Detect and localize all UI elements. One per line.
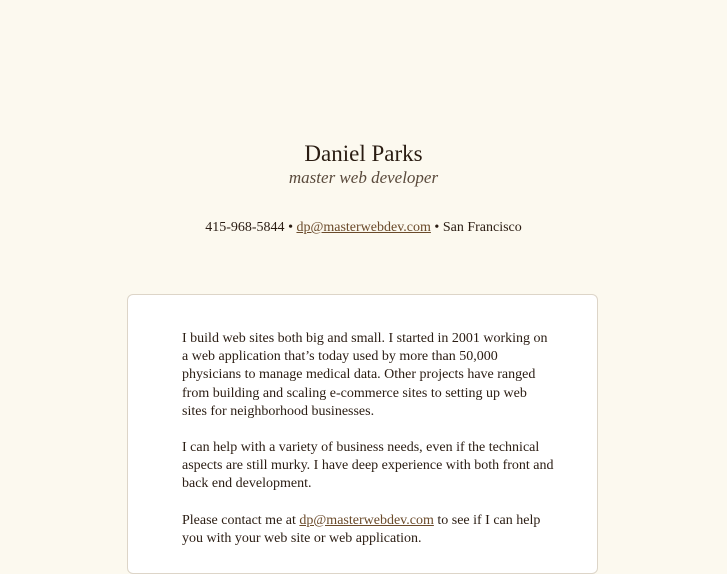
tagline: master web developer xyxy=(288,168,439,187)
cta-suffix: to see if I can help you with your web site or web application. xyxy=(182,512,541,546)
page-header xyxy=(0,140,727,188)
separator: • xyxy=(284,220,297,235)
about-paragraph: I can help with a variety of business needs, even if the technical aspects are still murky. I have deep experience with both front and back end development. xyxy=(182,440,554,492)
cta-prefix: Please contact me at xyxy=(182,512,300,528)
contact-call-to-action xyxy=(182,512,554,548)
email-link[interactable]: dp@masterwebdev.com xyxy=(296,220,431,235)
contact-line xyxy=(0,219,727,237)
cta-email-link[interactable]: dp@masterwebdev.com xyxy=(299,512,434,528)
separator: • xyxy=(430,220,443,235)
about-content xyxy=(182,330,554,566)
location: San Francisco xyxy=(442,220,522,235)
about-paragraph: I build web sites both big and small. I started in 2001 working on a web application that’s today used by more than 50,000 physicians to manage medical data. Other projects have ranged from building and scaling e-commerce sites to setting up web sites for neighborhood businesses. xyxy=(182,331,548,419)
phone-number: 415-968-5844 xyxy=(205,220,285,235)
person-name: Daniel Parks xyxy=(304,141,423,166)
about-card xyxy=(127,294,598,574)
